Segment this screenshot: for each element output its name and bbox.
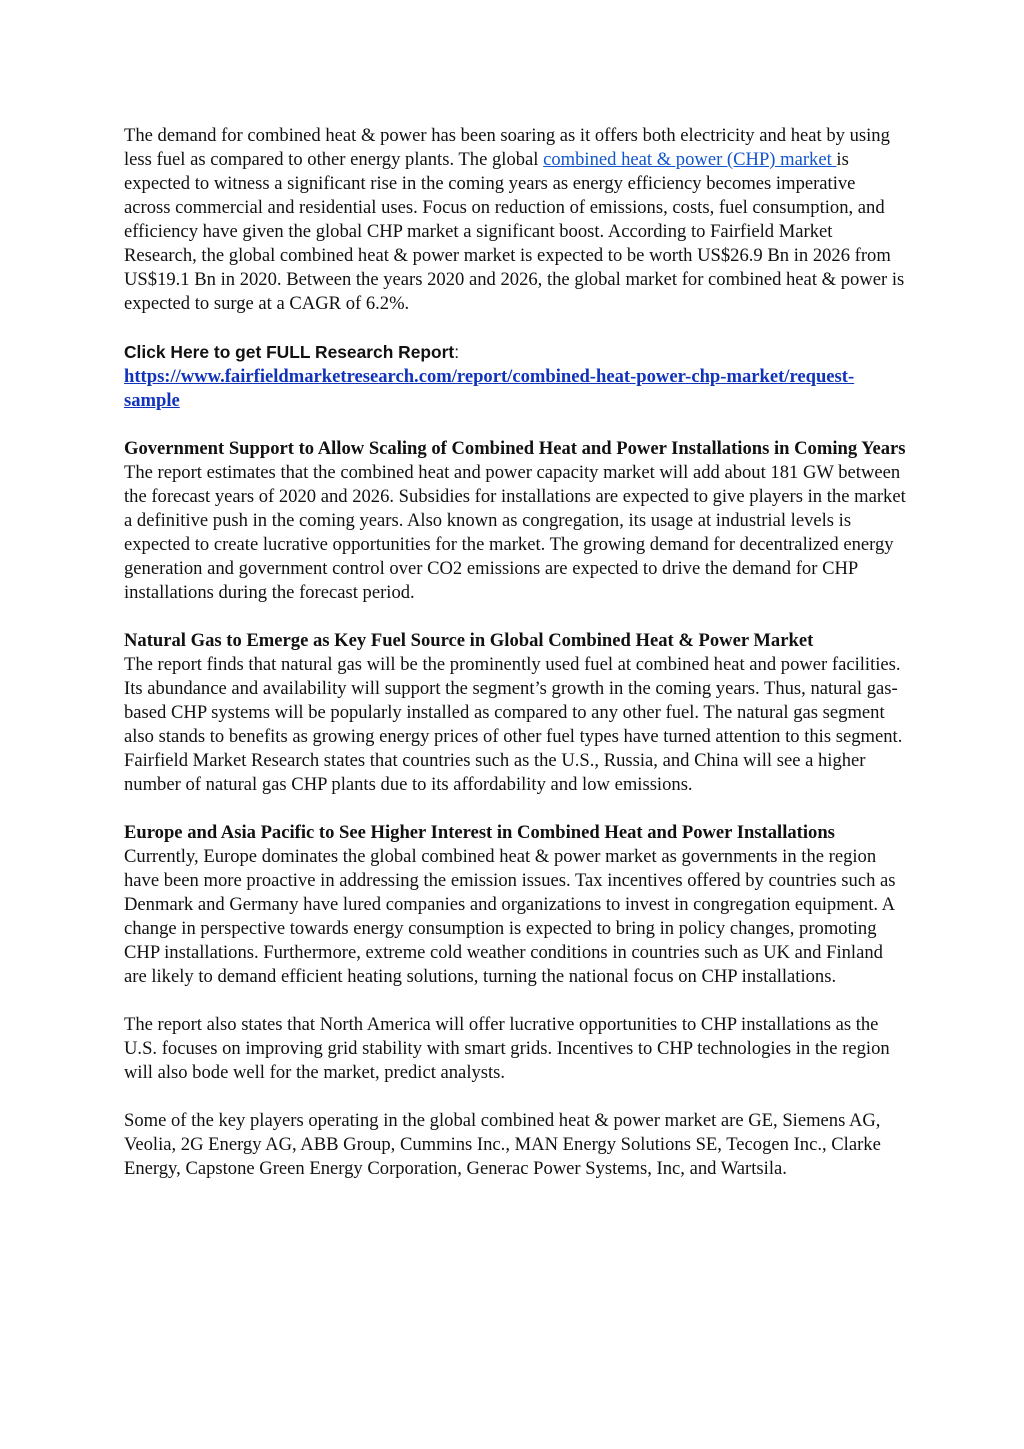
section-body: The report finds that natural gas will be the prominently used fuel at combined heat and power facilities. Its abundance and availability will support the segment’s growth in the coming years. Thus, natural gas-based CHP systems will be popularly installed as compared to any other fuel. The natural gas segment also stands to benefits as growing energy prices of other fuel types have turned attention to this segment. Fairfield Market Research states that countries such as the U.S., Russia, and China will see a higher number of natural gas CHP plants due to its affordability and low emissions. xyxy=(124,654,903,795)
intro-text-after-link: is expected to witness a significant rise in the coming years as energy efficiency becomes imperative across commercial and residential uses. Focus on reduction of emissions, costs, fuel consumption, and efficiency have given the global CHP market a significant boost. According to Fairfield Market Research, the global combined heat & power market is expected to be worth US$26.9 Bn in 2026 from US$19.1 Bn in 2020. Between the years 2020 and 2026, the global market for combined heat & power is expected to surge at a CAGR of 6.2%. xyxy=(124,149,905,314)
key-players-paragraph: Some of the key players operating in the global combined heat & power market are GE, Siemens AG, Veolia, 2G Energy AG, ABB Group, Cummins Inc., MAN Energy Solutions SE, Tecogen Inc., Clarke Energy, Capstone Green Energy Corporation, Generac Power Systems, Inc, and Wartsila. xyxy=(124,1110,881,1179)
north-america-paragraph: The report also states that North America will offer lucrative opportunities to CHP installations as the U.S. focuses on improving grid stability with smart grids. Incentives to CHP technologies in the region will also bode well for the market, predict analysts. xyxy=(124,1014,890,1083)
document-page xyxy=(124,124,906,1205)
intro-text-before-link: The demand for combined heat & power has been soaring as it offers both electricity and heat by using less fuel as compared to other energy plants. The global xyxy=(124,125,890,170)
cta-colon: : xyxy=(454,342,460,362)
cta-label: Click Here to get FULL Research Report xyxy=(124,342,455,362)
section-europe-asia-pacific xyxy=(124,821,906,989)
report-url-link[interactable]: https://www.fairfieldmarketresearch.com/report/combined-heat-power-chp-market/request-sample xyxy=(124,366,855,411)
section-heading: Government Support to Allow Scaling of Combined Heat and Power Installations in Coming Years xyxy=(124,438,906,459)
section-heading: Europe and Asia Pacific to See Higher Interest in Combined Heat and Power Installations xyxy=(124,822,835,843)
section-natural-gas xyxy=(124,629,906,797)
cta-paragraph xyxy=(124,340,906,413)
chp-market-link[interactable]: combined heat & power (CHP) market xyxy=(543,149,837,170)
section-body: The report estimates that the combined heat and power capacity market will add about 181 GW between the forecast years of 2020 and 2026. Subsidies for installations are expected to give players in the market a definitive push in the coming years. Also known as congregation, its usage at industrial levels is expected to create lucrative opportunities for the market. The growing demand for decentralized energy generation and government control over CO2 emissions are expected to drive the demand for CHP installations during the forecast period. xyxy=(124,462,906,603)
section-heading: Natural Gas to Emerge as Key Fuel Source in Global Combined Heat & Power Market xyxy=(124,630,814,651)
section-government-support xyxy=(124,437,906,605)
intro-paragraph xyxy=(124,124,906,316)
section-body: Currently, Europe dominates the global combined heat & power market as governments in the region have been more proactive in addressing the emission issues. Tax incentives offered by countries such as Denmark and Germany have lured companies and organizations to invest in congregation equipment. A change in perspective towards energy consumption is expected to bring in policy changes, promoting CHP installations. Furthermore, extreme cold weather conditions in countries such as UK and Finland are likely to demand efficient heating solutions, turning the national focus on CHP installations. xyxy=(124,846,896,987)
